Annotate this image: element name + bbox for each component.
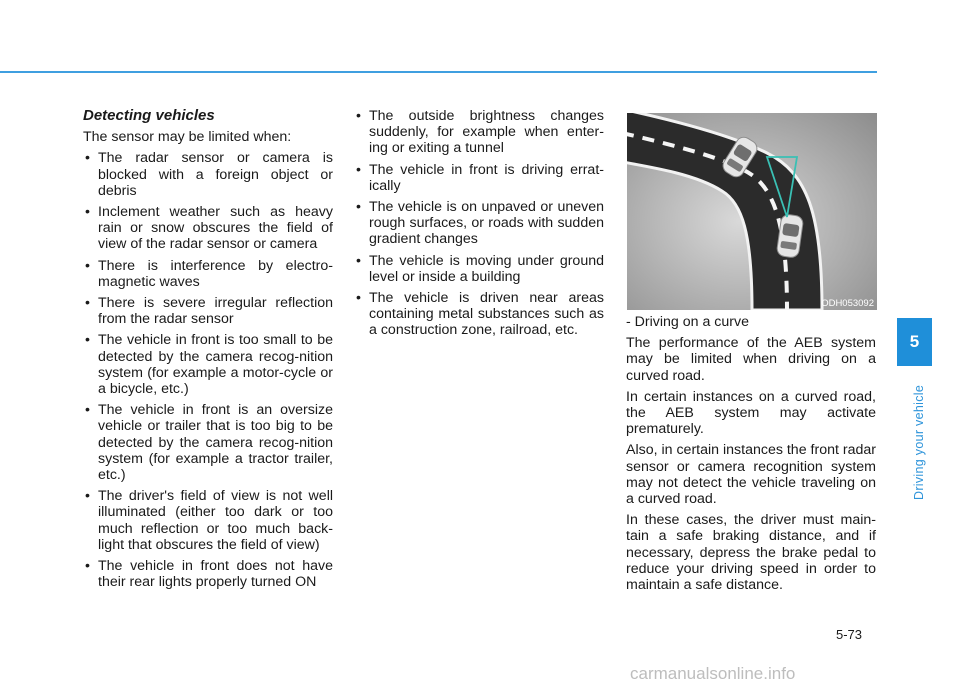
curved-road-illustration — [627, 113, 877, 310]
list-item: • The vehicle in front is too small to be detected by the camera recog-nition system (for example a motor-cycle or a bicycle, etc.) — [83, 332, 333, 397]
chapter-tab — [897, 318, 932, 366]
list-item: • There is severe irregular reflection from the radar sensor — [83, 295, 333, 327]
chapter-number: 5 — [909, 332, 920, 351]
intro-text: The sensor may be limited when: — [83, 129, 292, 146]
list-item: • The vehicle in front is an oversize vehicle or trailer that is too big to be detected by the camera recog-nition system (for example a tractor trailer, etc.) — [83, 402, 333, 483]
column-3 — [626, 314, 876, 598]
figure-code: ODH053092 — [821, 298, 874, 309]
paragraph: The performance of the AEB system may be limited when driving on a curved road. — [626, 335, 876, 384]
header-rule — [0, 71, 877, 73]
page-number: 5-73 — [836, 627, 863, 642]
list-item: • The outside brightness changes suddenly, for example when enter-ing or exiting a tunnel — [354, 108, 604, 157]
limitations-list — [83, 150, 333, 590]
column-2 — [354, 108, 604, 344]
paragraph: In these cases, the driver must main-tain a safe braking distance, and if necessary, depress the brake pedal to reduce your driving speed in order to maintain a safe distance. — [626, 512, 876, 594]
list-item: • The vehicle in front is driving errat-ically — [354, 162, 604, 194]
road-diagram — [627, 113, 877, 310]
subheading: - Driving on a curve — [626, 314, 750, 330]
list-item: • The radar sensor or camera is blocked with a foreign object or debris — [83, 150, 333, 199]
list-item: • The vehicle is on unpaved or uneven rough surfaces, or roads with sudden gradient changes — [354, 199, 604, 248]
section-heading: Detecting vehicles — [83, 107, 215, 124]
list-item: • The vehicle is driven near areas containing metal substances such as a construction zone, railroad, etc. — [354, 290, 604, 339]
column-1 — [83, 108, 333, 595]
chapter-title: Driving your vehicle — [912, 384, 926, 500]
watermark: carmanualsonline.info — [630, 664, 796, 683]
paragraph: Also, in certain instances the front radar sensor or camera recognition system may not detect the vehicle traveling on a curved road. — [626, 442, 876, 508]
limitations-list-continued — [354, 108, 604, 339]
list-item: • Inclement weather such as heavy rain or snow obscures the field of view of the radar sensor or camera — [83, 204, 333, 253]
list-item: • The driver's field of view is not well illuminated (either too dark or too much reflection or too much back-light that obscures the field of view) — [83, 488, 333, 553]
paragraph: In certain instances on a curved road, the AEB system may activate prematurely. — [626, 388, 876, 438]
list-item: • There is interference by electro-magnetic waves — [83, 258, 333, 290]
list-item: • The vehicle is moving under ground level or inside a building — [354, 253, 604, 285]
list-item: • The vehicle in front does not have their rear lights properly turned ON — [83, 558, 333, 590]
